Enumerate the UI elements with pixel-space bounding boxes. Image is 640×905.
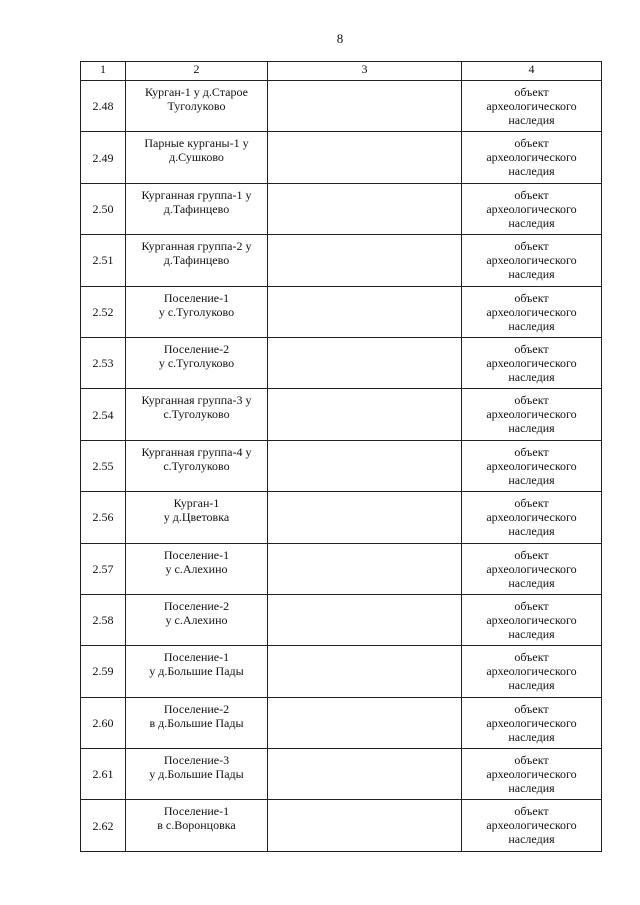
object-name: Поселение-2 у с.Туголуково — [158, 341, 235, 370]
column-3-cell — [268, 543, 462, 594]
object-name: Курганная группа-1 у д.Тафинцево — [141, 187, 252, 216]
object-name-cell — [126, 646, 268, 697]
object-name-cell — [126, 800, 268, 851]
object-name-cell — [126, 543, 268, 594]
table-row — [81, 749, 602, 800]
row-number: 2.58 — [81, 594, 126, 645]
column-3-cell — [268, 286, 462, 337]
table-row — [81, 235, 602, 286]
row-number: 2.62 — [81, 800, 126, 851]
column-3-cell — [268, 183, 462, 234]
object-type: объект археологического наследия — [486, 701, 577, 744]
object-type-cell — [462, 81, 602, 132]
object-name: Курганная группа-3 у с.Туголуково — [141, 393, 252, 422]
object-type: объект археологического наследия — [486, 547, 577, 590]
object-name: Курган-1 у д.Цветовка — [163, 496, 230, 525]
object-name-cell — [126, 337, 268, 388]
table-row — [81, 646, 602, 697]
object-name-cell — [126, 492, 268, 543]
row-number: 2.56 — [81, 492, 126, 543]
column-3-cell — [268, 337, 462, 388]
table-row — [81, 594, 602, 645]
page-number: 8 — [336, 31, 344, 46]
object-type-cell — [462, 286, 602, 337]
row-number: 2.49 — [81, 132, 126, 183]
object-type-cell — [462, 492, 602, 543]
object-type-cell — [462, 132, 602, 183]
object-name-cell — [126, 183, 268, 234]
object-type: объект археологического наследия — [486, 650, 577, 693]
table-row — [81, 81, 602, 132]
object-type: объект археологического наследия — [486, 85, 577, 127]
object-name: Поселение-1 у с.Туголуково — [158, 290, 235, 319]
object-name: Курганная группа-4 у с.Туголуково — [141, 444, 252, 473]
heritage-objects-table — [80, 61, 602, 852]
row-number: 2.53 — [81, 337, 126, 388]
table-row — [81, 440, 602, 491]
table-row — [81, 286, 602, 337]
column-3-cell — [268, 389, 462, 440]
object-name-cell — [126, 81, 268, 132]
object-type: объект археологического наследия — [486, 341, 577, 384]
column-3-cell — [268, 594, 462, 645]
column-3-cell — [268, 646, 462, 697]
object-type-cell — [462, 337, 602, 388]
object-type: объект археологического наследия — [486, 804, 577, 847]
column-3-cell — [268, 235, 462, 286]
column-header-3: 3 — [268, 62, 462, 81]
object-type-cell — [462, 594, 602, 645]
row-number: 2.52 — [81, 286, 126, 337]
object-name: Поселение-1 в с.Воронцовка — [157, 804, 236, 833]
row-number: 2.60 — [81, 697, 126, 748]
object-type: объект археологического наследия — [486, 598, 577, 641]
object-name-cell — [126, 440, 268, 491]
column-header-4: 4 — [462, 62, 602, 81]
column-3-cell — [268, 440, 462, 491]
object-type-cell — [462, 440, 602, 491]
column-3-cell — [268, 697, 462, 748]
object-type-cell — [462, 235, 602, 286]
table-row — [81, 543, 602, 594]
table-row — [81, 492, 602, 543]
object-type-cell — [462, 646, 602, 697]
object-type: объект археологического наследия — [486, 753, 577, 796]
object-type: объект археологического наследия — [486, 290, 577, 333]
object-name: Курган-1 у д.Старое Туголуково — [145, 85, 248, 113]
table-row — [81, 697, 602, 748]
column-3-cell — [268, 492, 462, 543]
object-type: объект археологического наследия — [486, 393, 577, 436]
object-name: Поселение-3 у д.Большие Пады — [149, 753, 244, 782]
object-name-cell — [126, 235, 268, 286]
table-header-row — [81, 62, 602, 81]
row-number: 2.54 — [81, 389, 126, 440]
object-name: Парные курганы-1 у д.Сушково — [144, 136, 249, 165]
row-number: 2.59 — [81, 646, 126, 697]
object-type-cell — [462, 697, 602, 748]
object-name: Поселение-2 в д.Большие Пады — [149, 701, 244, 730]
table-row — [81, 337, 602, 388]
object-name-cell — [126, 286, 268, 337]
object-type: объект археологического наследия — [486, 136, 577, 179]
object-name: Поселение-2 у с.Алехино — [163, 598, 230, 627]
object-name-cell — [126, 389, 268, 440]
table-body — [81, 81, 602, 852]
row-number: 2.57 — [81, 543, 126, 594]
row-number: 2.50 — [81, 183, 126, 234]
object-name-cell — [126, 697, 268, 748]
object-type: объект археологического наследия — [486, 496, 577, 539]
column-header-2: 2 — [126, 62, 268, 81]
table-row — [81, 389, 602, 440]
row-number: 2.48 — [81, 81, 126, 132]
object-type-cell — [462, 543, 602, 594]
row-number: 2.51 — [81, 235, 126, 286]
column-header-1: 1 — [81, 62, 126, 81]
object-type: объект археологического наследия — [486, 187, 577, 230]
object-type-cell — [462, 800, 602, 851]
object-name: Поселение-1 у д.Большие Пады — [149, 650, 244, 679]
row-number: 2.61 — [81, 749, 126, 800]
object-type: объект археологического наследия — [486, 239, 577, 282]
object-name-cell — [126, 594, 268, 645]
object-type-cell — [462, 183, 602, 234]
object-type-cell — [462, 389, 602, 440]
object-name: Курганная группа-2 у д.Тафинцево — [141, 239, 252, 268]
object-type: объект археологического наследия — [486, 444, 577, 487]
object-name-cell — [126, 132, 268, 183]
table-row — [81, 183, 602, 234]
object-name: Поселение-1 у с.Алехино — [163, 547, 230, 576]
object-name-cell — [126, 749, 268, 800]
table-row — [81, 132, 602, 183]
column-3-cell — [268, 132, 462, 183]
table-row — [81, 800, 602, 851]
row-number: 2.55 — [81, 440, 126, 491]
column-3-cell — [268, 749, 462, 800]
column-3-cell — [268, 800, 462, 851]
column-3-cell — [268, 81, 462, 132]
object-type-cell — [462, 749, 602, 800]
